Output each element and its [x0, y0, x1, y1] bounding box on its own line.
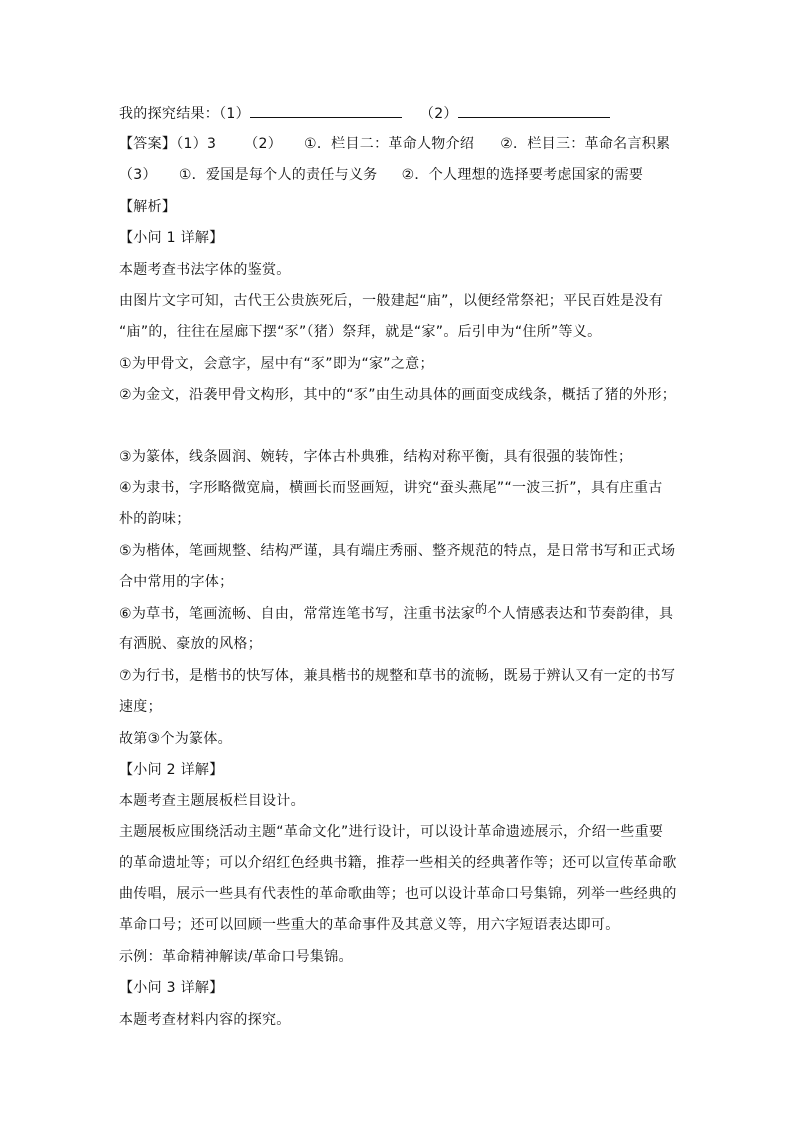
q1-line: 本题考查书法字体的鉴赏。	[119, 262, 291, 278]
answer-blank-2[interactable]	[458, 103, 610, 118]
answer-title: 【答案】	[119, 136, 177, 152]
q1-line: 有洒脱、豪放的风格；	[119, 636, 262, 652]
answer-3-num: （3）	[119, 167, 157, 183]
q1-line: ④为隶书，字形略微宽扁，横画长而竖画短，讲究“蚕头燕尾”“一波三折”，具有庄重古	[119, 480, 663, 496]
q1-line-part: ⑥为草书，笔画流畅、自由，常常连笔书写，注重书法家	[119, 606, 476, 622]
q1-line: 朴的韵味；	[119, 511, 191, 527]
q1-title: 【小问 1 详解】	[119, 230, 224, 246]
result-label-1: 我的探究结果：（1）	[119, 106, 250, 122]
answer-blank-1[interactable]	[250, 103, 402, 118]
q2-line: 革命口号；还可以回顾一些重大的革命事件及其意义等，用六字短语表达即可。	[119, 917, 620, 933]
q1-line: 速度；	[119, 699, 162, 715]
q1-line: ⑦为行书，是楷书的快写体，兼具楷书的规整和草书的流畅，既易于辨认又有一定的书写	[119, 668, 676, 684]
q3-title: 【小问 3 详解】	[119, 980, 224, 996]
q2-title: 【小问 2 详解】	[119, 762, 224, 778]
q1-line: 故第③个为篆体。	[119, 731, 232, 747]
q2-line: 本题考查主题展板栏目设计。	[119, 793, 305, 809]
q1-line	[119, 604, 673, 624]
q2-line: 示例：革命精神解读/革命口号集锦。	[119, 949, 353, 965]
result-label-2: （2）	[419, 106, 458, 122]
q1-line: “庙”的，往往在屋廊下摆“豕”（猪）祭拜，就是“家”。后引申为“住所”等义。	[119, 324, 602, 340]
analysis-title: 【解析】	[119, 199, 177, 215]
q1-line: 合中常用的字体；	[119, 574, 234, 590]
answer-1: （1）3	[176, 136, 217, 152]
answer-line-2	[119, 165, 643, 185]
q2-line: 曲传唱，展示一些具有代表性的革命歌曲等；也可以设计革命口号集锦，列举一些经典的	[119, 886, 677, 902]
q1-line-sup: 的	[475, 602, 488, 616]
q1-line: 由图片文字可知，古代王公贵族死后，一般建起“庙”，以便经常祭祀；平民百姓是没有	[119, 293, 664, 309]
q2-line: 主题展板应围绕活动主题“革命文化”进行设计，可以设计革命遗迹展示，介绍一些重要	[119, 824, 664, 840]
q1-line: ⑤为楷体，笔画规整、结构严谨，具有端庄秀丽、整齐规范的特点，是日常书写和正式场	[119, 543, 676, 559]
answer-line-1	[119, 134, 670, 154]
result-line	[119, 103, 610, 124]
q2-line: 的革命遗址等；可以介绍红色经典书籍，推荐一些相关的经典著作等；还可以宣传革命歌	[119, 855, 677, 871]
answer-3-item-2: ②．个人理想的选择要考虑国家的需要	[401, 167, 644, 183]
answer-2-item-2: ②．栏目三：革命名言积累	[500, 136, 671, 152]
q1-line: ①为甲骨文，会意字，屋中有“豕”即为“家”之意；	[119, 356, 434, 372]
q1-line: ③为篆体，线条圆润、婉转，字体古朴典雅，结构对称平衡，具有很强的装饰性；	[119, 449, 633, 465]
q3-line: 本题考查材料内容的探究。	[119, 1012, 291, 1028]
q1-line-part: 个人情感表达和节奏韵律，具	[487, 606, 674, 622]
answer-3-item-1: ①．爱国是每个人的责任与义务	[178, 167, 378, 183]
answer-2-num: （2）	[244, 136, 283, 152]
q1-line: ②为金文，沿袭甲骨文构形，其中的“豕”由生动具体的画面变成线条，概括了猪的外形；	[119, 387, 677, 403]
answer-2-item-1: ①．栏目二：革命人物介绍	[304, 136, 475, 152]
